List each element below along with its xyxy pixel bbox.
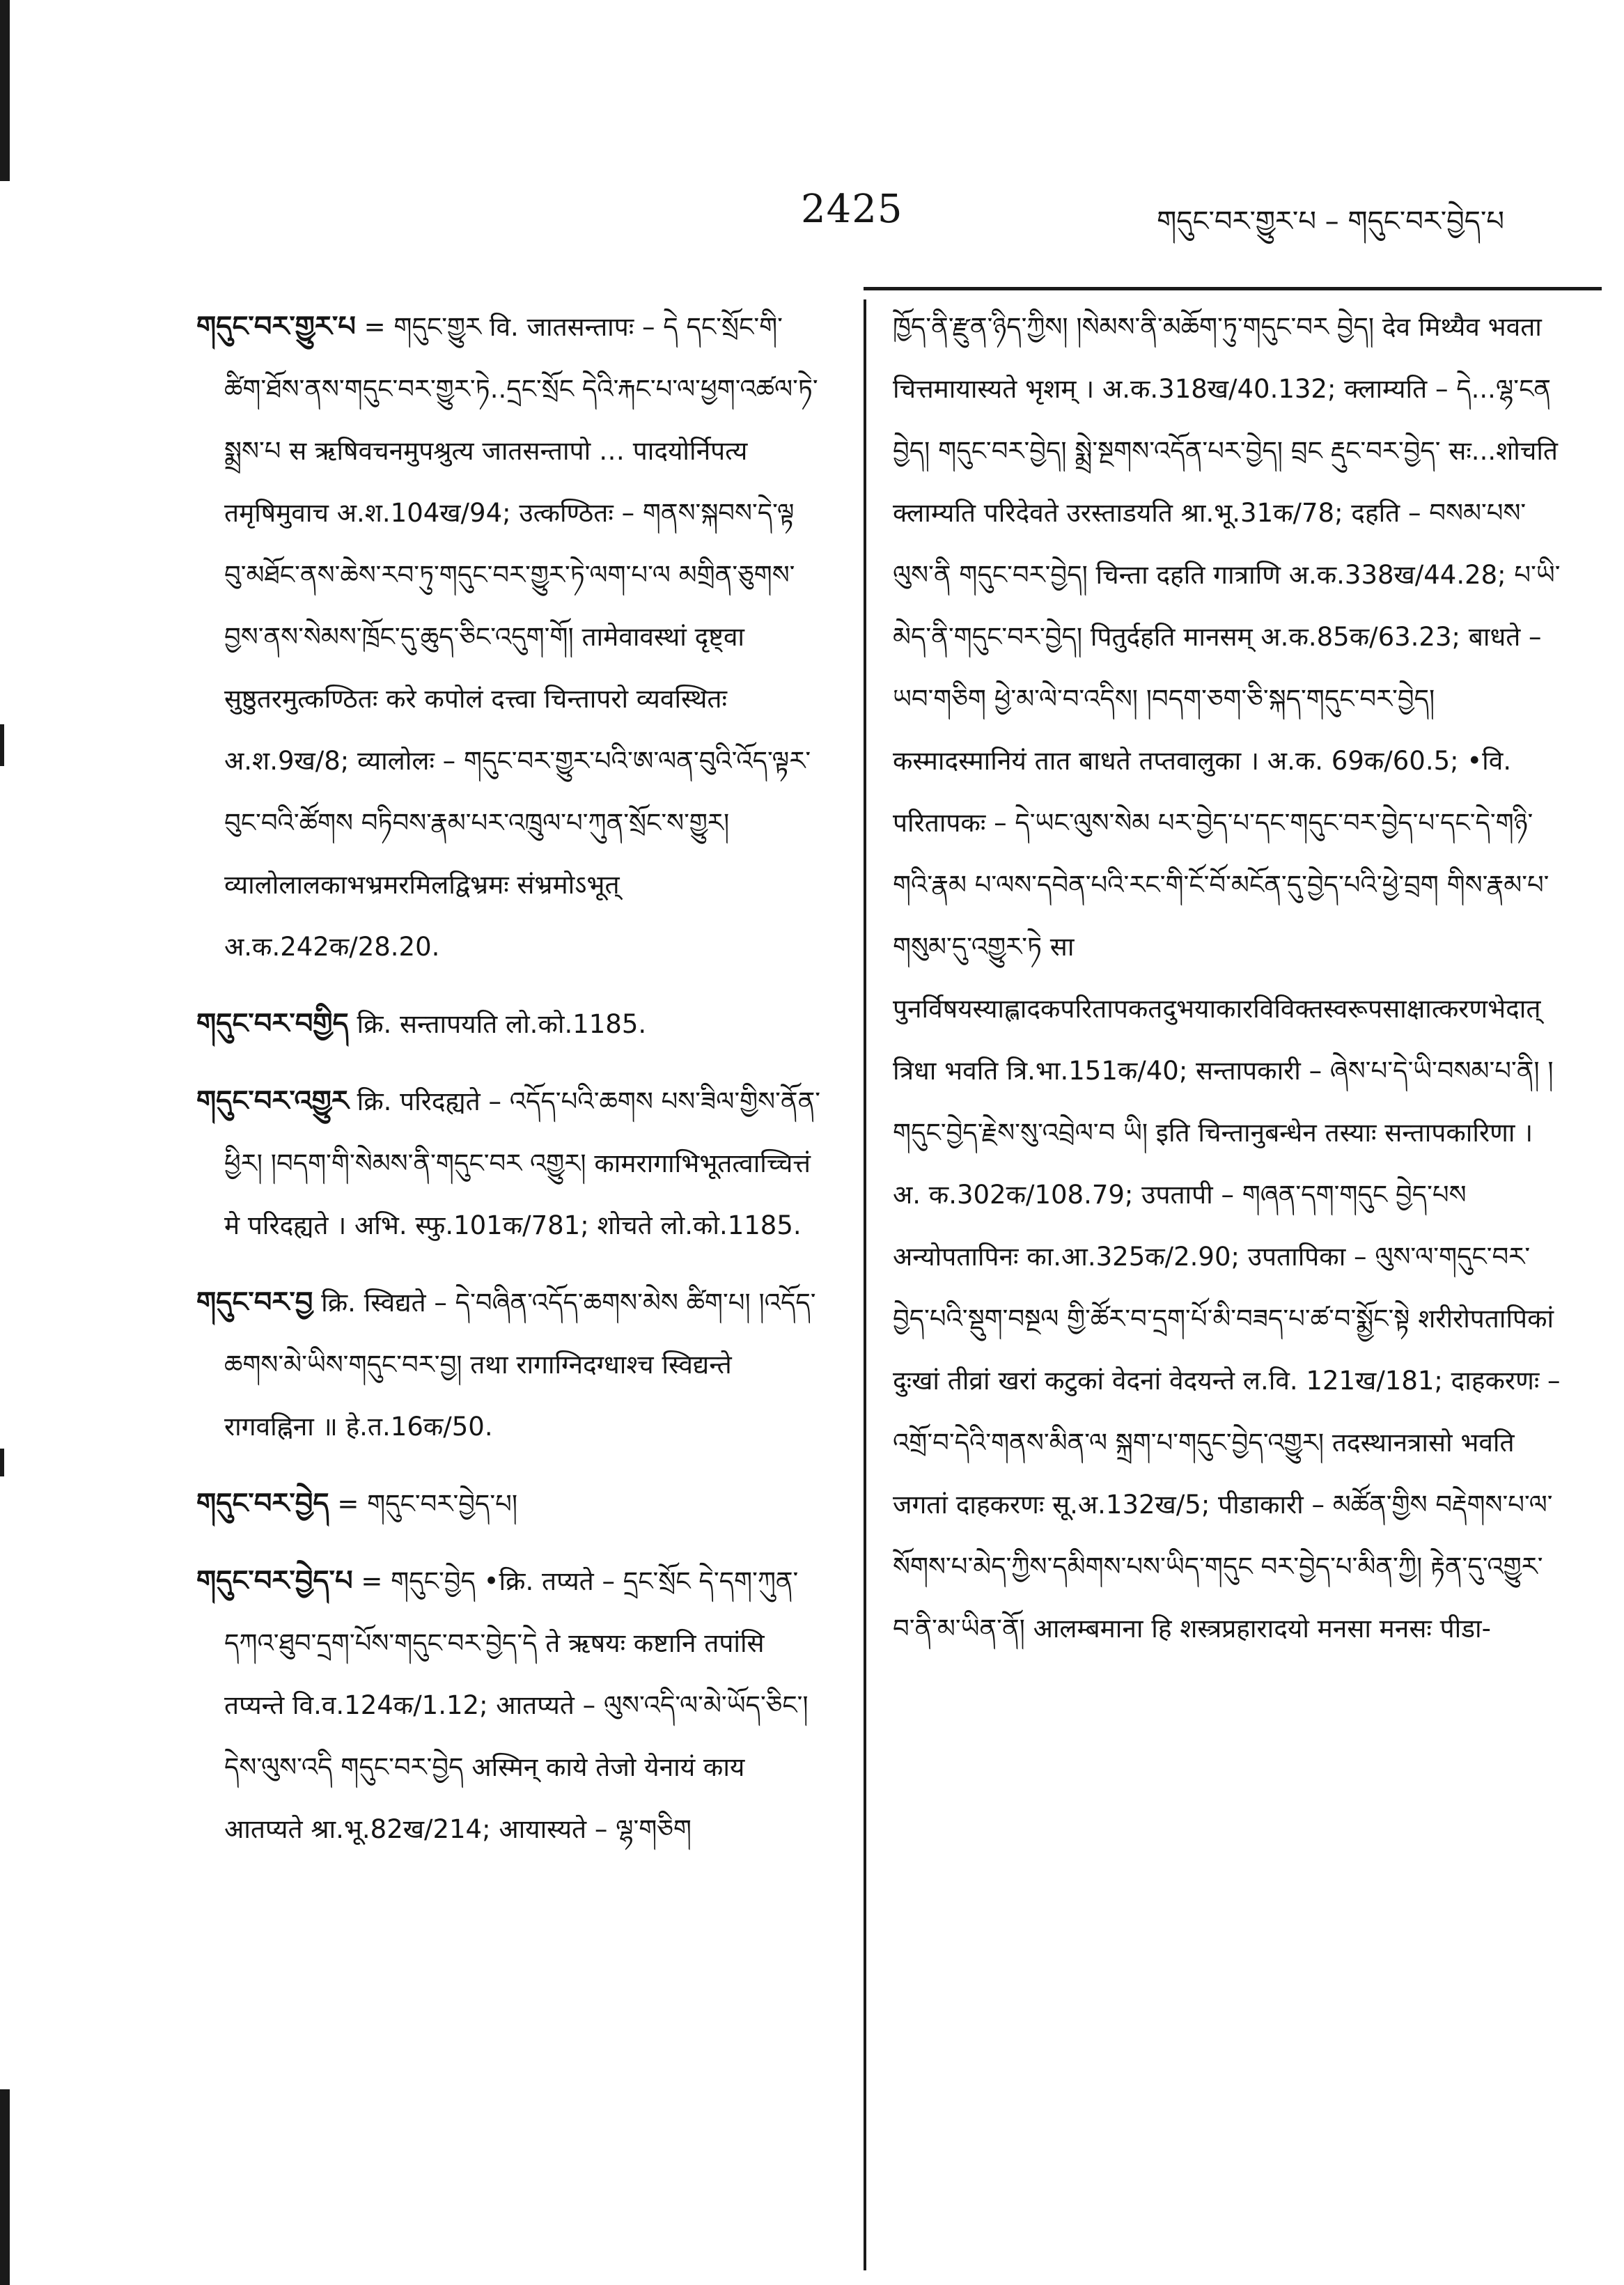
- dictionary-entry: [196, 296, 823, 978]
- entry-body: = གདུང་བར་བྱེད་པ།: [337, 1489, 518, 1519]
- edge-mark: [0, 2089, 10, 2285]
- entry-headword: གདུང་བར་འགྱུར: [196, 1085, 349, 1117]
- left-column: [196, 296, 823, 1875]
- entry-body: क्रि. सन्तापयति लो.को.1185.: [357, 1009, 647, 1039]
- dictionary-entry: [196, 1272, 823, 1458]
- edge-mark: [0, 0, 10, 181]
- page-number: 2425: [801, 187, 903, 232]
- header-rule: [864, 287, 1602, 290]
- entry-headword: གདུང་བར་བྱ: [196, 1286, 313, 1318]
- column-divider: [864, 299, 866, 2270]
- dictionary-entry: [196, 1070, 823, 1256]
- dictionary-entry: [196, 1473, 823, 1535]
- dictionary-entry: [196, 1550, 823, 1860]
- entry-body: क्रि. स्विद्यते – དེ་བཞིན་འདོད་ཆགས་མེས ཚིག་པ། །འདོད་ཆགས་མེ་ཡིས་གདུང་བར་བྱ། तथा रागाग्निदग्धाश्च स्विद्यन्ते रागवह्निना ॥ हे.त.16क/50.: [224, 1288, 816, 1442]
- dictionary-entry: [196, 993, 823, 1055]
- entry-body: = གདུང་བྱེད •क्रि. तप्यते – དྲང་སྲོང དེ་དག་ཀུན་དཀའ་ཐུབ་དྲག་པོས་གདུང་བར་བྱེད་དེ ते ऋषयः कष्टानि तपांसि तप्यन्ते वि.व.124क/1.12; आतप्यते – ལུས་འདི་ལ་མེ་ཡོད་ཅིང་། དེས་ལུས་འདི གདུང་བར་བྱེད अस्मिन् काये तेजो येनायं काय आतप्यते श्रा.भू.82ख/214; आयास्यते – ལྷ་གཅིག: [224, 1566, 809, 1844]
- entry-headword: གདུང་བར་བྱེད: [196, 1488, 329, 1520]
- edge-mark: [0, 724, 4, 766]
- entry-headword: གདུང་བར་གྱུར་པ: [196, 311, 356, 343]
- right-column: [893, 296, 1561, 1675]
- entry-body: ཁྱོད་ནི་རྫུན་ཉིད་ཀྱིས། །སེམས་ནི་མཆོག་ཏུ་གདུང་བར བྱེད། देव मिथ्यैव भवता चित्तमायास्यते भृशम् । अ.क.318ख/40.132; क्लाम्यति – དེ...ལྷ་ངན བྱེད། གདུང་བར་བྱེད། སྨྲེ་སྔགས་འདོན་པར་བྱེད། བྲང རྡུང་བར་བྱེད་ सः...शोचति क्लाम्यति परिदेवते उरस्ताडयति श्रा.भू.31क/78; दहति – བསམ་པས་ལུས་ནི གདུང་བར་བྱེད། चिन्ता दहति गात्राणि अ.क.338ख/44.28; པ་ཡི་མེད་ནི་གདུང་བར་བྱེད། पितुर्दहति मानसम् अ.क.85क/63.23; बाधते – ཡབ་གཅིག ཕྱེ་མ་ལེ་བ་འདིས། །བདག་ཅག་ཅི་སྐད་གདུང་བར་བྱེད། कस्मादस्मानियं तात बाधते तप्तवालुका । अ.क. 69क/60.5; •वि. परितापकः – དེ་ཡང་ལུས་སེམ པར་བྱེད་པ་དང་གདུང་བར་བྱེད་པ་དང་དེ་གཉི་གའི་རྣམ པ་ལས་དབེན་པའི་རང་གི་ངོ་བོ་མངོན་དུ་བྱེད་པའི་ཕྱེ་བྲག གིས་རྣམ་པ་གསུམ་དུ་འགྱུར་ཏེ सा पुनर्विषयस्याह्लादकपरितापकतदुभयाकारविविक्तस्वरूपसाक्षात्करणभेदात् त्रिधा भवति त्रि.भा.151क/40; सन्तापकारी – ཞེས་པ་དེ་ཡི་བསམ་པ་ནི། །གདུང་བྱེད་རྗེས་སུ་འབྲེལ་བ ཡི། इति चिन्तानुबन्धेन तस्याः सन्तापकारिणा । अ. क.302क/108.79; उपतापी – གཞན་དག་གདུང བྱེད་པས अन्योपतापिनः का.आ.325क/2.90; उपतापिका – ལུས་ལ་གདུང་བར་བྱེད་པའི་སྡུག་བསྔལ གྱི་ཚོར་བ་དྲག་པོ་མི་བཟད་པ་ཚ་བ་སྨྱོང་སྟེ शरीरोपतापिकां दुःखां तीव्रां खरां कटुकां वेदनां वेदयन्ते ल.वि. 121ख/181; दाहकरणः – འགྲོ་བ་དེའི་གནས་མིན་ལ སྐྲག་པ་གདུང་བྱེད་འགྱུར། तदस्थानत्रासो भवति जगतां दाहकरणः सू.अ.132ख/5; पीडाकारी – མཚོན་གྱིས བརྡེགས་པ་ལ་སོགས་པ་མེད་ཀྱིས་དམིགས་པས་ཡིད་གདུང བར་བྱེད་པ་མིན་ཀྱི། རྟེན་དུ་འགྱུར་བ་ནི་མ་ཡིན་ནོ། आलम्बमाना हि शस्त्रप्रहारादयो मनसा मनसः पीडा-: [893, 312, 1561, 1644]
- entry-body: = གདུང་གྱུར वि. जातसन्तापः – དེ དང་སྲོང་གི་ཚིག་ཐོས་ནས་གདུང་བར་གྱུར་ཏེ..དྲང་སྲོང དེའི་རྐང་པ་ལ་ཕྱག་འཚལ་ཏེ་སྨྲས་པ स ऋषिवचनमुपश्रुत्य जातसन्तापो … पादयोर्निपत्य तमृषिमुवाच अ.श.104ख/94; उत्कण्ठितः – གནས་སྐབས་དེ་ལྟ བུ་མཐོང་ནས་ཆེས་རབ་ཏུ་གདུང་བར་གྱུར་ཏེ་ལག་པ་ལ མགྲིན་ཅུགས་བྱས་ནས་སེམས་ཁྲོང་དུ་ཆུད་ཅིང་འདུག་གོ། तामेवावस्थां दृष्ट्वा सुष्ठुतरमुत्कण्ठितः करे कपोलं दत्त्वा चिन्तापरो व्यवस्थितः अ.श.9ख/8; व्यालोलः – གདུང་བར་གྱུར་པའི་ཨ་ལན་བུའི་འོད་ལྟར་བུང་བའི་ཚོགས བཏིབས་རྣམ་པར་འཁྲུལ་པ་ཀུན་སྲོང་ས་གྱུར། व्यालोलालकाभभ्रमरमिलद्विभ्रमः संभ्रमोऽभूत् अ.क.242क/28.20.: [224, 312, 818, 962]
- dictionary-entry-continuation: [893, 296, 1561, 1660]
- edge-mark: [0, 1449, 4, 1476]
- entry-body: क्रि. परिदह्यते – འདོད་པའི་ཆགས པས་ཟིལ་གྱིས་ནོན་ཕྱིར། །བདག་གི་སེམས་ནི་གདུང་བར འགྱུར། कामरागाभिभूतत्वाच्चित्तं मे परिदह्यते । अभि. स्फु.101क/781; शोचते लो.को.1185.: [224, 1086, 821, 1240]
- entry-headword: གདུང་བར་བྱེད་པ: [196, 1565, 353, 1597]
- entry-headword: གདུང་བར་བགྱིད: [196, 1008, 349, 1040]
- running-head: གདུང་བར་གྱུར་པ – གདུང་བར་བྱེད་པ: [1157, 205, 1504, 237]
